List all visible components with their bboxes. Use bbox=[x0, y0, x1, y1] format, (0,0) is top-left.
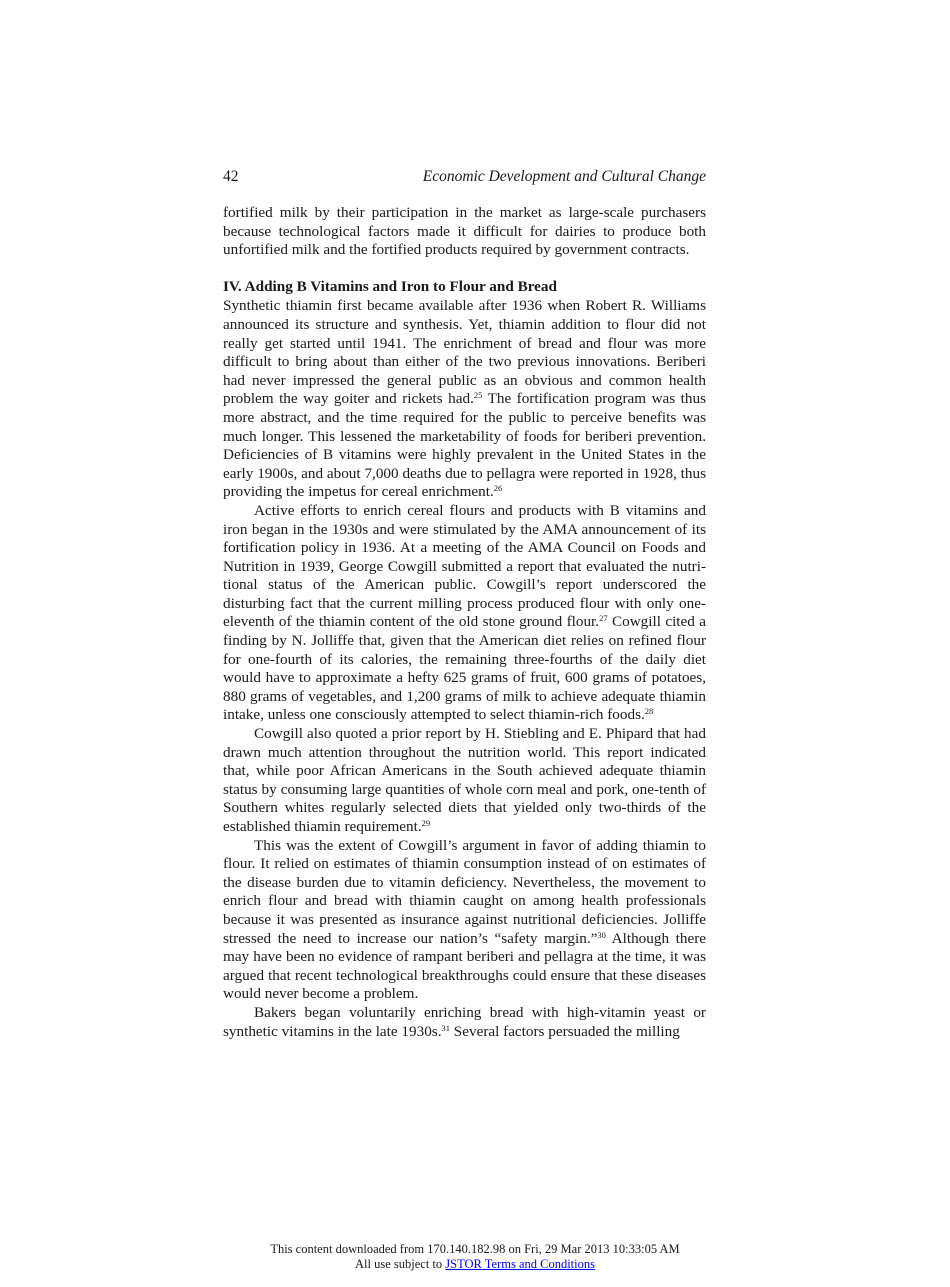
paragraph-text: Although there may have been no evidence of rampant beriberi and pellagra at the time, it was argued that recent technological breakthroughs could ensure that these diseases would never become a problem. bbox=[223, 929, 707, 1003]
download-footer bbox=[0, 1242, 950, 1271]
paragraph bbox=[223, 297, 706, 502]
paragraph-text: The fortification program was thus more abstract, and the time required for the public to perceive benefits was much longer. This lessened the marketability of foods for beriberi prevention. Deficiencies of B vitamins were highly prevalent in the United States in the early 1900s, and about 7,000 deaths due to pellagra were reported in 1928, thus providing the impetus for cereal enrichment. bbox=[223, 390, 706, 501]
paragraph-text: Cowgill also quoted a prior report by H. Stiebling and E. Phipard that had drawn much attention throughout the nutrition world. This report indicated that, while poor African Americans in the South achieved adequate thiamin status by consuming large quantities of whole corn meal and pork, one-tenth of Southern whites regularly selected diets that yielded only two-thirds of the established thiamin requirement. bbox=[223, 725, 706, 835]
journal-title: Economic Development and Cultural Change bbox=[422, 168, 706, 185]
article-page bbox=[223, 167, 706, 1041]
paragraph-text: Synthetic thiamin first became available after 1936 when Robert R. Williams announced its structure and synthesis. Yet, thiamin addition to flour did not really get started until 1941. The enrichment of bread and flour was more difficult to bring about than either of the two previous innovations. Beriberi had never impressed the general public as an obvious and common health problem the way goiter and rickets had. bbox=[223, 297, 706, 408]
paragraph-text: Cowgill cited a finding by N. Jolliffe that, given that the American diet relies on refined flour for one-fourth of its calories, the remaining three-fourths of the daily diet would have to approximate a hefty 625 grams of fruit, 600 grams of potatoes, 880 grams of vegetables, and 1,200 grams of milk to achieve adequate thiamin intake, unless one consciously attempted to select thiamin-rich foods. bbox=[223, 613, 706, 724]
footnote-ref-31[interactable]: 31 bbox=[441, 1022, 450, 1033]
paragraph bbox=[223, 837, 706, 1004]
section-heading: IV. Adding B Vitamins and Iron to Flour and Bread bbox=[223, 277, 557, 295]
terms-line bbox=[0, 1257, 950, 1272]
footnote-ref-27[interactable]: 27 bbox=[599, 613, 608, 624]
footnote-ref-25[interactable]: 25 bbox=[473, 390, 483, 401]
footnote-ref-28[interactable]: 28 bbox=[644, 706, 654, 717]
paragraph bbox=[223, 725, 706, 837]
page-number: 42 bbox=[223, 168, 239, 185]
footnote-ref-30[interactable]: 30 bbox=[597, 929, 606, 940]
paragraph-text: fortified milk by their participation in the market as large-scale purchasers because technological factors made it difficult for dairies to produce both unfortified milk and the fortified products required by government contracts. bbox=[223, 204, 706, 259]
footnote-ref-29[interactable]: 29 bbox=[421, 818, 431, 828]
paragraph-text: Active efforts to enrich cereal flours and products with B vitamins and iron began in the 1930s and were stimulated by the AMA announcement of its fortification policy in 1936. At a meeting of the AMA Council on Foods and Nutrition in 1939, George Cowgill submitted a report that evaluated the nutritional status of the American public. Cowgill’s report underscored the disturbing fact that the current milling process produced flour with only one-eleventh of the thiamin content of the old stone ground flour. bbox=[223, 501, 706, 631]
footnote-ref-26[interactable]: 26 bbox=[493, 483, 503, 494]
terms-link[interactable]: JSTOR Terms and Conditions bbox=[445, 1256, 595, 1271]
paragraph-text: Several factors persuaded the milling bbox=[450, 1022, 680, 1040]
paragraph-text: Bakers began voluntarily enriching bread with high-vitamin yeast or synthetic vitamins in the late 1930s. bbox=[223, 1003, 706, 1040]
paragraph-text: This was the extent of Cowgill’s argument in favor of adding thiamin to flour. It relied on estimates of thiamin consumption instead of on estimates of the disease burden due to vitamin deficiency. Nevertheless, the movement to enrich flour and bread with thiamin caught on among health professionals because it was presented as insurance against nutritional deficiencies. Jolliffe stressed the need to increase our nation’s “safety margin.” bbox=[223, 836, 706, 947]
paragraph bbox=[223, 1004, 706, 1041]
paragraph-continued bbox=[223, 204, 706, 260]
paragraph bbox=[223, 502, 706, 725]
terms-prefix: All use subject to bbox=[355, 1256, 446, 1271]
running-head bbox=[223, 167, 706, 187]
download-notice: This content downloaded from 170.140.182.98 on Fri, 29 Mar 2013 10:33:05 AM bbox=[270, 1242, 680, 1256]
